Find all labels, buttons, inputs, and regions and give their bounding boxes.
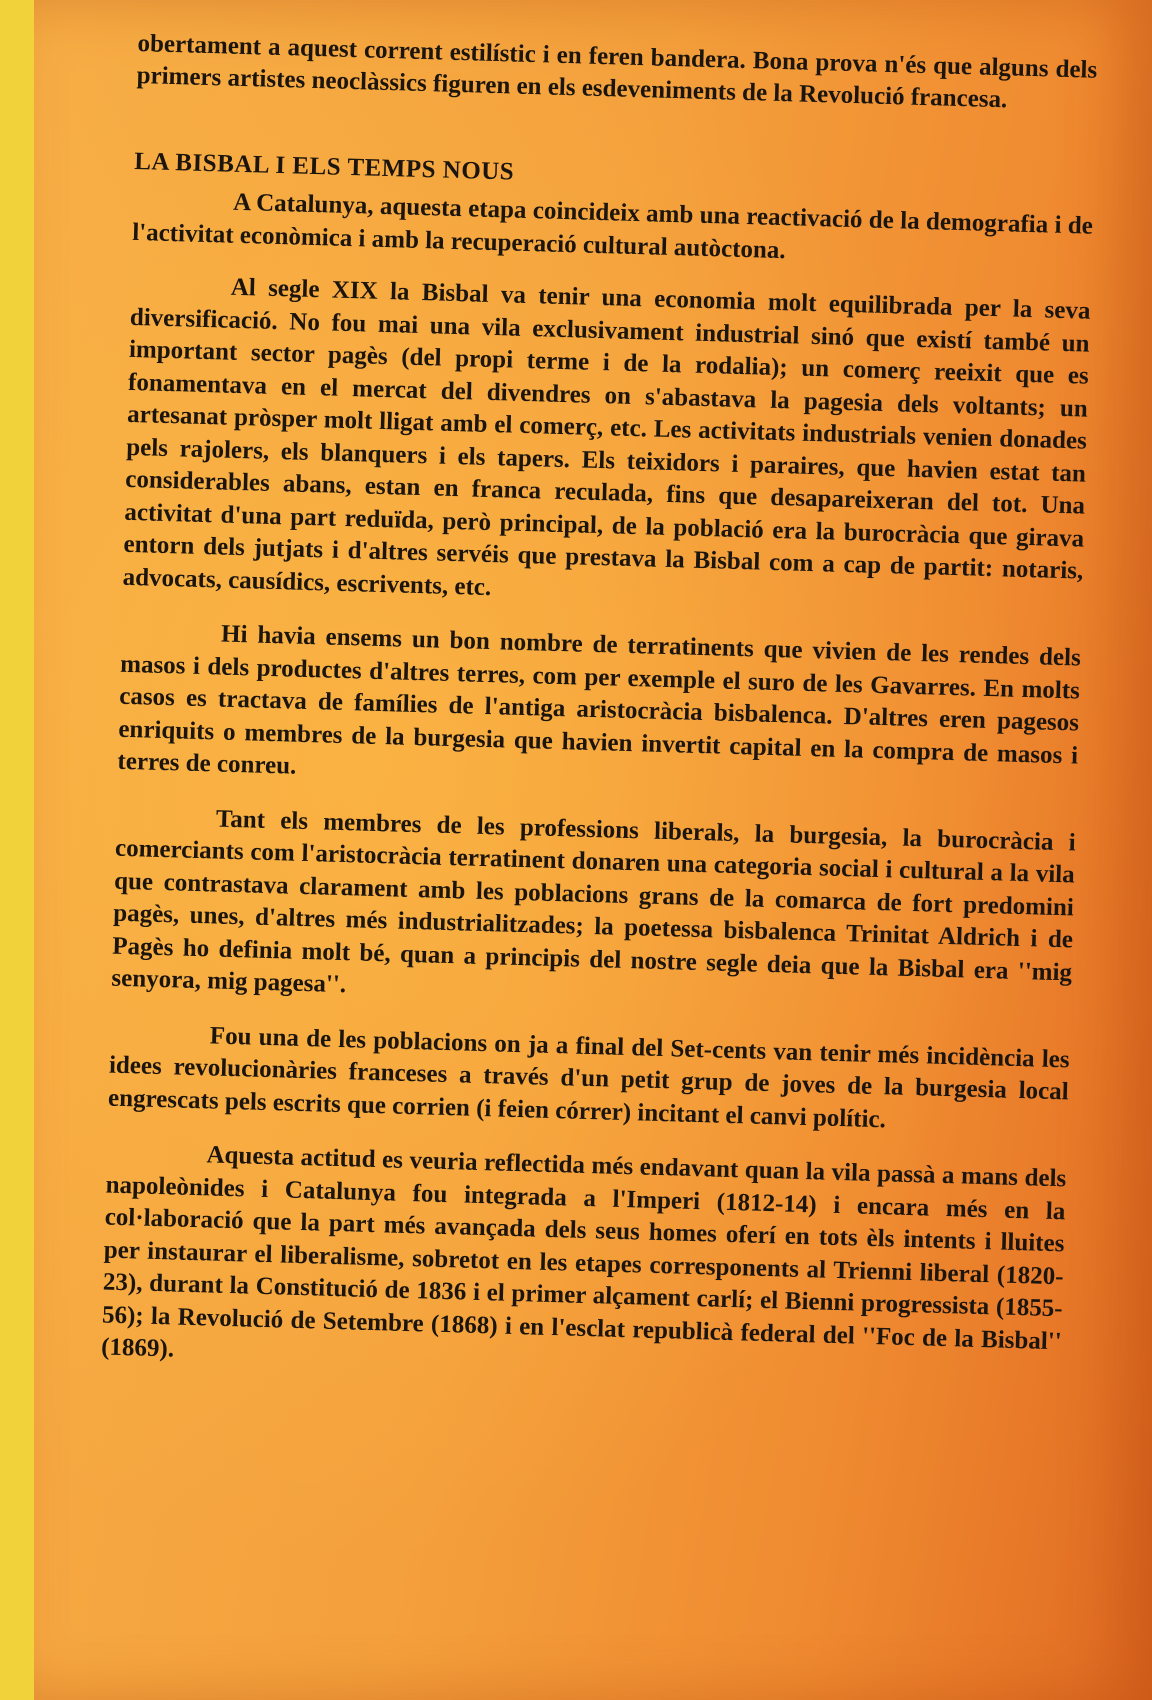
page-text — [100, 28, 1098, 1413]
paragraph: Hi havia ensems un bon nombre de terratinents que vivien de les rendes dels masos i dels productes d'altres terres, com per exemple el suro de les Gavarres. En molts casos es tractava de famílies de l'antiga aristocràcia bisbalenca. D'altres eren pagesos enriquits o membres de la burgesia que havien invertit capital en la compra de masos i terres de conreu. — [117, 620, 1082, 780]
section-title: LA BISBAL I ELS TEMPS NOUS — [133, 147, 515, 186]
paragraph: Tant els membres de les professions liberals, la burgesia, la burocràcia i comerciants com l'aristocràcia terratinent donaren una categoria social i cultural a la vila que contrastava clarament amb les poblacions grans de la comarca de fort predomini pagès, unes, d'altres més industrialitzades; la poetessa bisbalenca Trinitat Aldrich i de Pagès ho definia molt bé, quan a principis del nostre segle deia que la Bisbal era ''mig senyora, mig pagesa''. — [111, 804, 1077, 999]
paragraph: Aquesta actitud es veuria reflectida més endavant quan la vila passà a mans dels napoleònides i Catalunya fou integrada a l'Imperi (1812-14) i encara més en la col·laboració que la part més avançada dels seus homes oferí en tots èls intents i lluites per instaurar el liberalisme, sobretot en les etapes corresponents al Trienni liberal (1820-23), durant la Constitució de 1836 i el primer alçament carlí; el Bienni progressista (1855-56); la Revolució de Setembre (1868) i en l'esclat republicà federal del ''Foc de la Bisbal'' (1869). — [100, 1141, 1067, 1363]
paragraph: Fou una de les poblacions on ja a final del Set-cents van tenir més incidència les idees revolucionàries franceses a través d'un petit grup de joves de la burgesia local engrescats pels escrits que corrien (i feien córrer) incitant el canvi polític. — [107, 1021, 1070, 1133]
lead-paragraph: obertament a aquest corrent estilístic i en feren bandera. Bona prova n'és que alguns dels primers artistes neoclàssics figuren en els esdeveniments de la Revolució francesa. — [136, 29, 1098, 114]
paragraph: A Catalunya, aquesta etapa coincideix amb una reactivació de la demografia i de l'activitat econòmica i amb la recuperació cultural autòctona. — [131, 188, 1094, 264]
book-page — [34, 0, 1152, 1700]
paragraph: Al segle XIX la Bisbal va tenir una economia molt equilibrada per la seva diversificació. No fou mai una vila exclusivament industrial sinó que existí també un important sector pagès (del propi terme i de la rodalia); un comerç reeixit que es fonamentava en el mercat del divendres on s'abastava la pagesia dels voltants; un artesanat pròsper molt lligat amb el comerç, etc. Les activitats industrials venien donades pels rajolers, els blanquers i els tapers. Els teixidors i paraires, que havien estat tan considerables abans, estan en franca reculada, fins que desapareixeran del tot. Una activitat d'una part reduïda, però principal, de la població era la burocràcia que girava entorn dels jutjats i d'altres servéis que prestava la Bisbal com a cap de partit: notaris, advocats, causídics, escrivents, etc. — [122, 273, 1091, 601]
